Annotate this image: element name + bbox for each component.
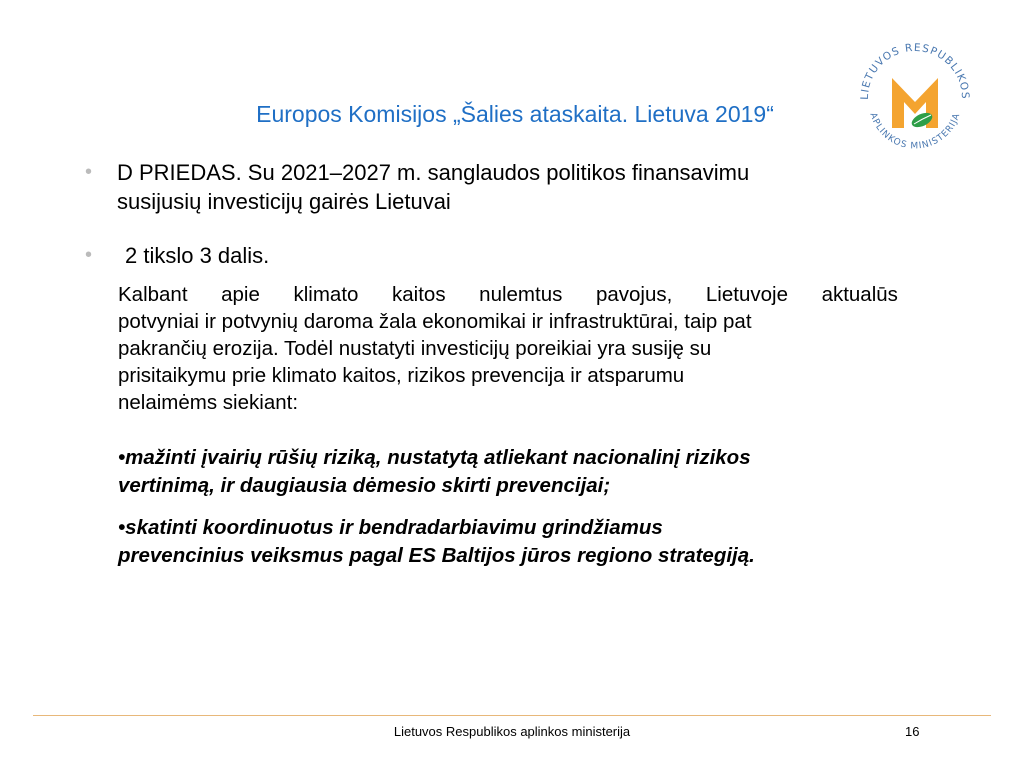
page-number: 16 [905, 724, 920, 739]
paragraph-word: Lietuvoje [705, 283, 788, 306]
paragraph-word: apie [221, 283, 260, 306]
sub-bullet-risk [118, 444, 938, 500]
footer-divider [33, 715, 991, 716]
paragraph-word: aktualūs [821, 283, 898, 306]
sub-bullet-line: •skatinti koordinuotus ir bendradarbiavimu grindžiamus [118, 516, 663, 539]
sub-bullet-line: •mažinti įvairių rūšių riziką, nustatytą atliekant nacionalinį rizikos [118, 446, 751, 469]
ministry-logo-icon [850, 20, 980, 170]
bullet-glyph: • [85, 161, 93, 183]
svg-text:LIETUVOS RESPUBLIKOS: LIETUVOS RESPUBLIKOS [858, 41, 972, 101]
paragraph-line-1 [118, 281, 898, 308]
paragraph-line-4: prisitaikymu prie klimato kaitos, rizikos prevencija ir atsparumu [118, 364, 685, 387]
body-paragraph [118, 281, 918, 416]
sub-bullet-line: vertinimą, ir daugiausia dėmesio skirti prevencijai; [118, 474, 611, 497]
paragraph-line-5: nelaimėms siekiant: [118, 391, 299, 414]
paragraph-line-2: potvyniai ir potvynių daroma žala ekonomikai ir infrastruktūrai, taip pat [118, 310, 752, 333]
paragraph-line-3: pakrančių erozija. Todėl nustatyti investicijų poreikiai yra susiję su [118, 337, 712, 360]
bullet-item-objective [85, 241, 945, 273]
paragraph-word: Kalbant [118, 283, 188, 306]
bullet-text [117, 158, 947, 216]
slide-title: Europos Komisijos „Šalies ataskaita. Lietuva 2019“ [256, 101, 774, 127]
sub-bullet-line: prevencinius veiksmus pagal ES Baltijos jūros regiono strategiją. [118, 544, 755, 567]
sub-bullet-prevention [118, 514, 938, 570]
paragraph-word: klimato [293, 283, 359, 306]
paragraph-word: kaitos [392, 283, 446, 306]
bullet-glyph: • [85, 244, 93, 266]
bullet-line: D PRIEDAS. Su 2021–2027 m. sanglaudos politikos finansavimu [117, 160, 750, 185]
bullet-text [125, 241, 955, 270]
bullet-line: 2 tikslo 3 dalis. [125, 243, 270, 268]
footer-text: Lietuvos Respublikos aplinkos ministerija [393, 724, 631, 739]
bullet-line: susijusių investicijų gairės Lietuvai [117, 189, 451, 214]
svg-text:APLINKOS MINISTERIJA: APLINKOS MINISTERIJA [867, 111, 963, 152]
paragraph-word: nulemtus [479, 283, 563, 306]
bullet-item-annex [85, 158, 945, 220]
paragraph-word: pavojus, [595, 283, 673, 306]
